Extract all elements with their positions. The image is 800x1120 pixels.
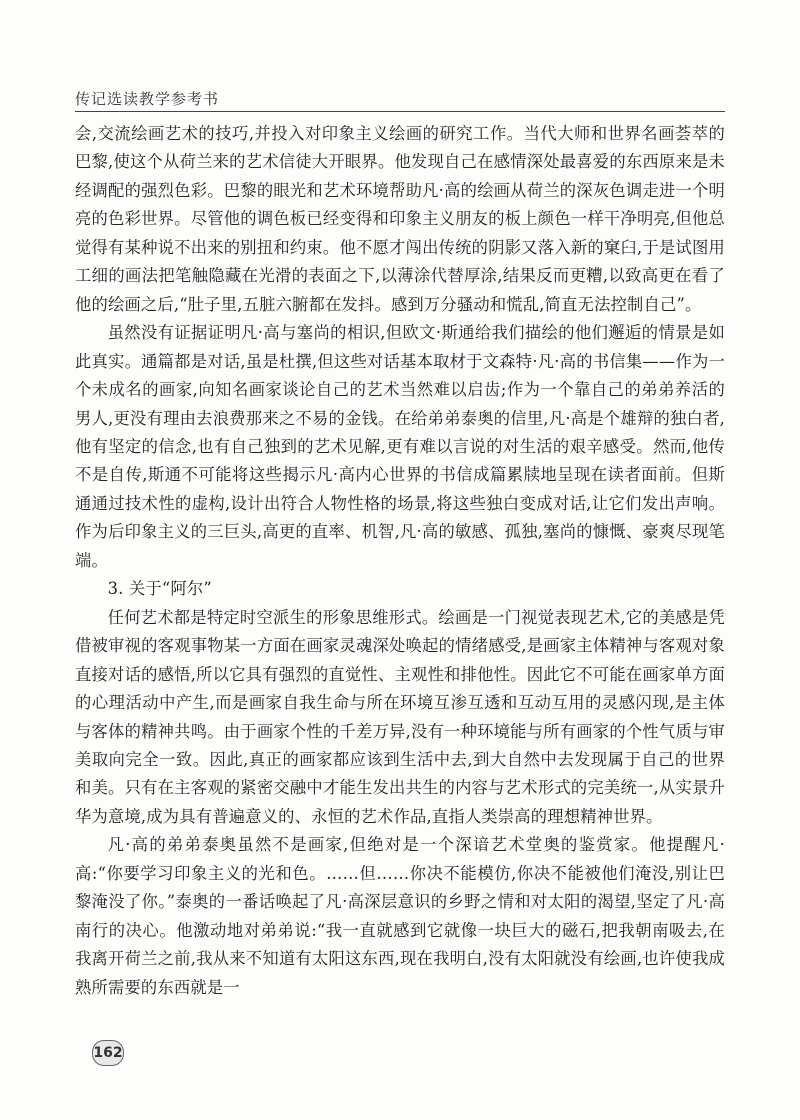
paragraph-2: 虽然没有证据证明凡·高与塞尚的相识,但欧文·斯通给我们描绘的他们邂逅的情景是如此真实。通篇都是对话,虽是杜撰,但这些对话基本取材于文森特·凡·高的书信集——作为一个未成名的画家,向知名画家谈论自己的艺术当然难以启齿;作为一个靠自己的弟弟养活的男人,更没有理由去浪费那来之不易的金钱。在给弟弟泰奥的信里,凡·高是个雄辩的独白者,他有坚定的信念,也有自己独到的艺术见解,更有难以言说的对生活的艰辛感受。然而,他传不是自传,斯通不可能将这些揭示凡·高内心世界的书信成篇累牍地呈现在读者面前。但斯通通过技术性的虚构,设计出符合人物性格的场景,将这些独白变成对话,让它们发出声响。作为后印象主义的三巨头,高更的直率、机智,凡·高的敏感、孤独,塞尚的慷慨、豪爽尽现笔端。 bbox=[75, 323, 725, 570]
body-text bbox=[75, 120, 725, 1002]
page-number: 162 bbox=[92, 1040, 124, 1066]
section-heading: 3. 关于“阿尔” bbox=[107, 579, 212, 599]
paragraph-4: 凡·高的弟弟泰奥虽然不是画家,但绝对是一个深谙艺术堂奥的鉴赏家。他提醒凡·高:“你要学习印象主义的光和色。……但……你决不能模仿,你决不能被他们淹没,别让巴黎淹没了你。”泰奥的一番话唤起了凡·高深层意识的乡野之情和对太阳的渴望,坚定了凡·高南行的决心。他激动地对弟弟说:“我一直就感到它就像一块巨大的磁石,把我朝南吸去,在我离开荷兰之前,我从来不知道有太阳这东西,现在我明白,没有太阳就没有绘画,也许使我成熟所需要的东西就是一 bbox=[75, 835, 725, 997]
running-header: 传记选读教学参考书 bbox=[75, 90, 220, 108]
header-rule bbox=[75, 111, 725, 112]
paragraph-1: 会,交流绘画艺术的技巧,并投入对印象主义绘画的研究工作。当代大师和世界名画荟萃的巴黎,使这个从荷兰来的艺术信徒大开眼界。他发现自己在感情深处最喜爱的东西原来是未经调配的强烈色彩。巴黎的眼光和艺术环境帮助凡·高的绘画从荷兰的深灰色调走进一个明亮的色彩世界。尽管他的调色板已经变得和印象主义朋友的板上颜色一样干净明亮,但他总觉得有某种说不出来的别扭和约束。他不愿才闯出传统的阴影又落入新的窠臼,于是试图用工细的画法把笔触隐藏在光滑的表面之下,以薄涂代替厚涂,结果反而更糟,以致高更在看了他的绘画之后,“肚子里,五脏六腑都在发抖。感到万分骚动和慌乱,简直无法控制自己”。 bbox=[75, 124, 725, 314]
paragraph-3: 任何艺术都是特定时空派生的形象思维形式。绘画是一门视觉表现艺术,它的美感是凭借被审视的客观事物某一方面在画家灵魂深处唤起的情绪感受,是画家主体精神与客观对象直接对话的感悟,所以它具有强烈的直觉性、主观性和排他性。因此它不可能在画家单方面的心理活动中产生,而是画家自我生命与所在环境互渗互透和互动互用的灵感闪现,是主体与客体的精神共鸣。由于画家个性的千差万异,没有一种环境能与所有画家的个性气质与审美取向完全一致。因此,真正的画家都应该到生活中去,到大自然中去发现属于自己的世界和美。只有在主客观的紧密交融中才能生发出共生的内容与艺术形式的完美统一,从实景升华为意境,成为具有普遍意义的、永恒的艺术作品,直指人类崇高的理想精神世界。 bbox=[75, 607, 725, 826]
